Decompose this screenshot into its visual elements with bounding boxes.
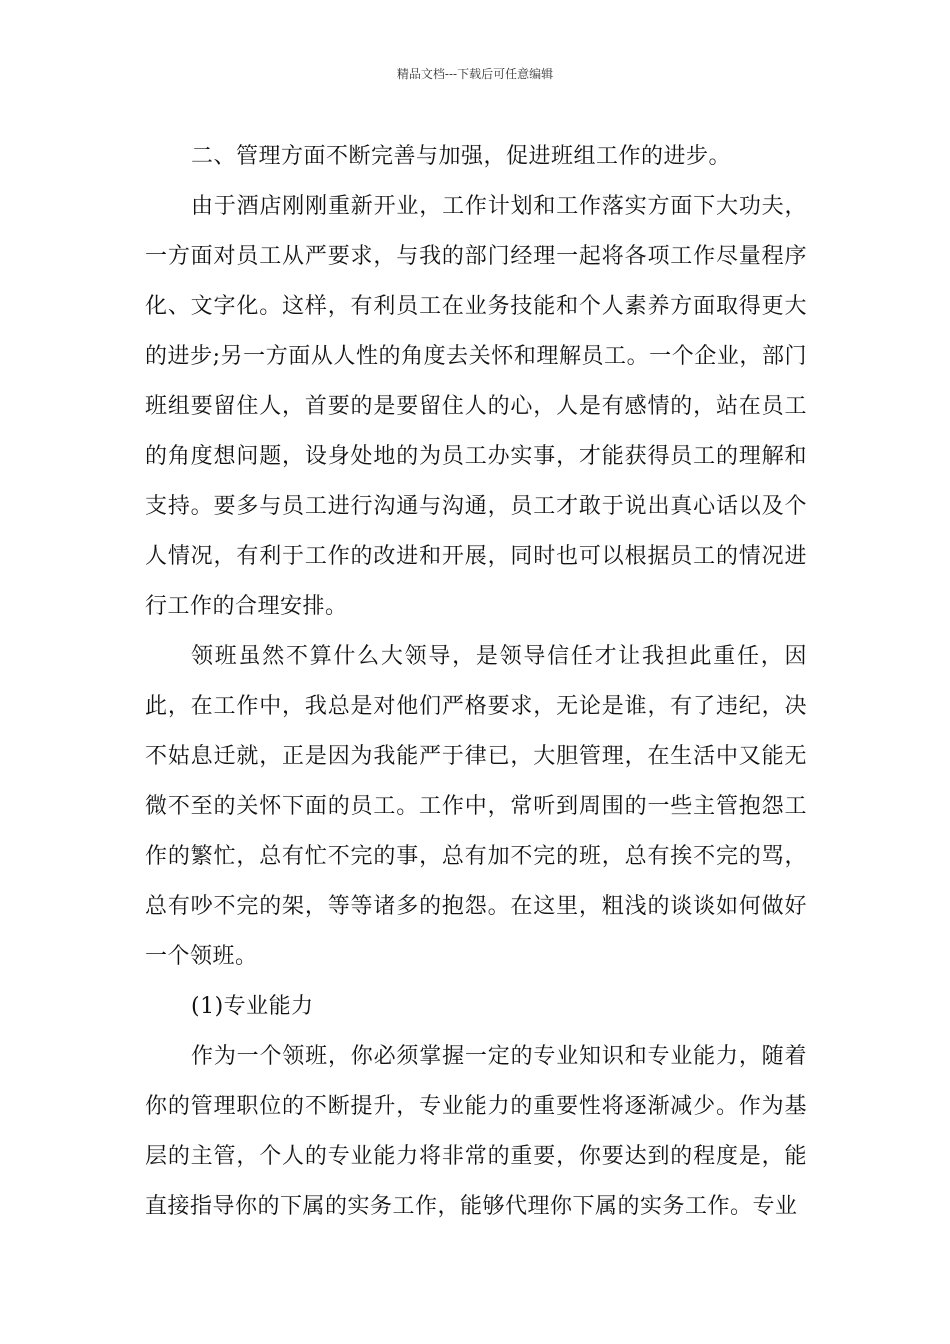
- paragraph: 作为一个领班，你必须掌握一定的专业知识和专业能力，随着你的管理职位的不断提升，专业能力的重要性将逐渐减少。作为基层的主管，个人的专业能力将非常的重要，你要达到的程度是，能直接指导你的下属的实务工作，能够代理你下属的实务工作。专业: [145, 1044, 807, 1219]
- section-heading: 二、管理方面不断完善与加强，促进班组工作的进步。: [191, 144, 732, 169]
- subsection-heading: (1)专业能力: [191, 994, 314, 1019]
- document-body: [145, 132, 807, 1232]
- paragraph: 领班虽然不算什么大领导，是领导信任才让我担此重任，因此，在工作中，我总是对他们严格要求，无论是谁，有了违纪，决不姑息迁就，正是因为我能严于律已，大胆管理，在生活中又能无微不至的关怀下面的员工。工作中，常听到周围的一些主管抱怨工作的繁忙，总有忙不完的事，总有加不完的班，总有挨不完的骂，总有吵不完的架，等等诸多的抱怨。在这里，粗浅的谈谈如何做好一个领班。: [145, 644, 807, 969]
- paragraph: 由于酒店刚刚重新开业，工作计划和工作落实方面下大功夫，一方面对员工从严要求，与我的部门经理一起将各项工作尽量程序化、文字化。这样，有利员工在业务技能和个人素养方面取得更大的进步;另一方面从人性的角度去关怀和理解员工。一个企业，部门班组要留住人，首要的是要留住人的心，人是有感情的，站在员工的角度想问题，设身处地的为员工办实事，才能获得员工的理解和支持。要多与员工进行沟通与沟通，员工才敢于说出真心话以及个人情况，有利于工作的改进和开展，同时也可以根据员工的情况进行工作的合理安排。: [145, 194, 807, 619]
- page-header: 精品文档---下载后可任意编辑: [396, 67, 554, 81]
